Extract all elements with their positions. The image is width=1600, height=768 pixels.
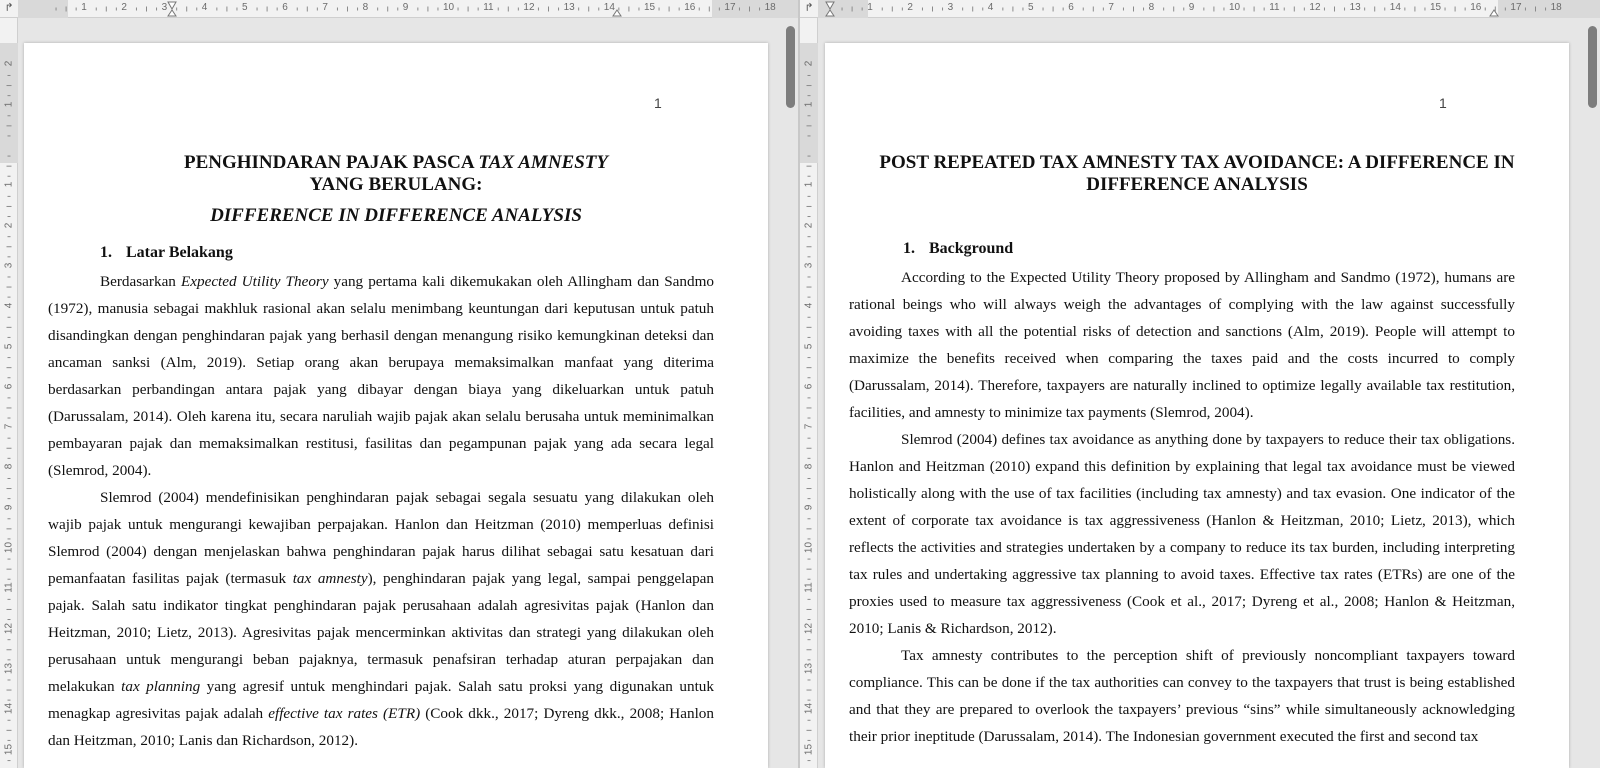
ruler-number: 5 — [1028, 2, 1034, 13]
text-run: Berdasarkan — [100, 273, 181, 290]
ruler-number: 8 — [1148, 2, 1155, 13]
document-page[interactable] — [24, 43, 768, 768]
text-run: ), penghindaran pajak yang legal, sampai penggelapan pajak. Salah satu indikator tingkat penghindaran pajak perusahaan adalah agresivitas pajak (Hanlon dan Heitzman, 2010; Lietz, 2013). Agresivitas pajak mencerminkan aktivitas dan strategi yang dilakukan oleh perusahaan untuk mengurangi beban pajaknya, termasuk penafsiran terhadap aturan perpajakan dan melakukan — [48, 570, 714, 695]
ruler-number: 2 — [803, 222, 815, 228]
tab-selector-icon[interactable]: ↱ — [804, 1, 814, 14]
ruler-number: 13 — [563, 2, 575, 13]
text-run: According to the Expected Utility Theory proposed by Allingham and Sandmo (1972), humans are rational beings who will always weigh the advantages of complying with the law against successfully avoiding taxes with all the potential risks of detection and sanctions (Alm, 2019). People will attempt to maximize the benefits received when comparing the taxes paid and the costs incurred to comply (Darussalam, 2014). Therefore, taxpayers are naturally inclined to optimize legally available tax restitution, facilities, and amnesty to minimize tax payments (Slemrod, 2004). — [849, 269, 1515, 421]
ruler-number: 7 — [803, 423, 815, 430]
ruler-number: 2 — [121, 2, 127, 13]
ruler-number: 10 — [3, 541, 15, 554]
title-line2: DIFFERENCE ANALYSIS — [1086, 174, 1308, 195]
heading-text: Latar Belakang — [126, 244, 233, 261]
ruler-number: 13 — [3, 662, 15, 674]
ruler-number: 17 — [1510, 2, 1522, 13]
hanging-indent-icon — [826, 10, 834, 16]
ruler-number: 15 — [3, 743, 15, 755]
page-number: 1 — [654, 95, 662, 111]
ruler-number: 16 — [1470, 2, 1482, 13]
ruler-number: 2 — [803, 61, 815, 67]
horizontal-ruler[interactable] — [800, 0, 1600, 18]
ruler-number: 6 — [282, 2, 288, 13]
italic-run: tax amnesty — [292, 570, 368, 587]
text-run: Tax amnesty contributes to the perception shift of previously noncompliant taxpayers toward compliance. This can be done if the tax authorities can convey to the taxpayers that trust is being established and that they are prepared to overlook the taxpayers’ previous “sins” while simultaneously acknowledging their prior ineptitude (Darussalam, 2014). The Indonesian government executed the first and second tax — [849, 647, 1515, 745]
ruler-number: 14 — [3, 703, 15, 715]
right-indent-icon — [1490, 10, 1498, 16]
ruler-number: 1 — [3, 182, 15, 188]
ruler-number: 16 — [684, 2, 696, 13]
heading-number: 1. — [903, 240, 915, 257]
ruler-number: 13 — [1349, 2, 1361, 13]
title-line1: POST REPEATED TAX AMNESTY TAX AVOIDANCE: A DIFFERENCE IN — [879, 152, 1515, 173]
ruler-number: 2 — [907, 2, 913, 13]
ruler-number: 17 — [724, 2, 736, 13]
indent-markers[interactable] — [0, 0, 798, 18]
ruler-number: 12 — [3, 622, 15, 634]
scrollbar-thumb[interactable] — [1588, 26, 1597, 108]
ruler-number: 7 — [322, 2, 328, 13]
ruler-number: 3 — [947, 2, 954, 13]
heading-text: Background — [929, 240, 1014, 257]
ruler-number: 11 — [803, 582, 815, 593]
ruler-number: 7 — [1108, 2, 1114, 13]
ruler-number: 12 — [523, 2, 535, 13]
ruler-number: 6 — [1068, 2, 1074, 13]
title-line2: YANG BERULANG: — [309, 174, 483, 195]
body-text[interactable] — [849, 264, 1515, 750]
text-run: (Cook dkk., 2017; Dyreng dkk., 2008; Hanlon dan Heitzman, 2010; Lanis dan Richardson, 2012). — [48, 705, 714, 749]
horizontal-ruler[interactable] — [0, 0, 798, 18]
page-gap — [19, 18, 779, 43]
paragraph[interactable] — [48, 268, 714, 484]
title-line1-italic: TAX AMNESTY — [478, 152, 609, 173]
text-run: Slemrod (2004) defines tax avoidance as anything done by taxpayers to reduce their tax obligations. Hanlon and Heitzman (2010) expand this definition by explaining that legal tax avoidance must be viewed holistically along with the use of tax facilities (including tax amnesty) and tax evasion. One indicator of the extent of corporate tax avoidance is tax aggressiveness (Hanlon & Heitzman, 2010; Lietz, 2013), which reflects the activities and strategies undertaken by a company to reduce its tax burden, including interpreting tax rules and undertaking aggressive tax planning to avoid taxes. Effective tax rates (ETRs) are one of the proxies used to measure tax aggressiveness (Cook et al., 2017; Dyreng et al., 2008; Hanlon & Heitzman, 2010; Lanis & Richardson, 2012). — [849, 431, 1515, 637]
ruler-number: 1 — [803, 101, 815, 107]
ruler-number: 18 — [1550, 2, 1562, 13]
ruler-number: 6 — [803, 383, 815, 390]
ruler-number: 4 — [987, 2, 994, 13]
ruler-number: 10 — [443, 2, 455, 13]
ruler-number: 11 — [3, 582, 15, 593]
page-number: 1 — [1439, 95, 1447, 111]
left-document-pane[interactable] — [0, 0, 798, 768]
right-document-pane[interactable] — [800, 0, 1600, 768]
ruler-number: 12 — [1309, 2, 1321, 13]
ruler-number: 1 — [867, 2, 873, 13]
text-run: yang agresif untuk menghindari pajak. Salah satu proksi yang digunakan untuk menagkap agresivitas pajak adalah — [48, 678, 714, 722]
italic-run: effective tax rates (ETR) — [268, 705, 421, 722]
ruler-number: 9 — [3, 504, 15, 510]
heading-number: 1. — [100, 244, 112, 261]
paragraph[interactable] — [849, 426, 1515, 642]
scrollbar-thumb[interactable] — [786, 26, 795, 108]
ruler-number: 5 — [3, 343, 15, 349]
ruler-number: 8 — [3, 464, 15, 470]
ruler-number: 14 — [803, 703, 815, 715]
ruler-number: 10 — [803, 541, 815, 554]
ruler-number: 11 — [1269, 2, 1280, 13]
ruler-number: 15 — [1430, 2, 1442, 13]
ruler-number: 14 — [603, 2, 615, 13]
body-text[interactable] — [48, 268, 714, 754]
ruler-number: 15 — [644, 2, 656, 13]
paragraph[interactable] — [48, 484, 714, 754]
right-indent-icon — [613, 10, 621, 16]
section-heading — [100, 244, 233, 262]
ruler-number: 7 — [3, 423, 15, 430]
ruler-number: 2 — [3, 222, 15, 228]
ruler-number: 8 — [803, 464, 815, 470]
paragraph[interactable] — [849, 264, 1515, 426]
ruler-number: 1 — [3, 101, 15, 107]
ruler-number: 1 — [81, 2, 87, 13]
ruler-number: 10 — [1229, 2, 1241, 13]
title-line1-plain: PENGHINDARAN PAJAK PASCA — [183, 152, 479, 173]
ruler-number: 11 — [483, 2, 494, 13]
ruler-number: 4 — [201, 2, 208, 13]
ruler-number: 3 — [803, 262, 815, 269]
ruler-number: 12 — [803, 622, 815, 634]
ruler-number: 13 — [803, 662, 815, 674]
ruler-number: 9 — [1188, 2, 1195, 13]
section-heading — [903, 240, 1013, 258]
ruler-number: 5 — [242, 2, 248, 13]
ruler-number: 15 — [803, 743, 815, 755]
document-title — [825, 152, 1569, 196]
paragraph[interactable] — [849, 642, 1515, 750]
ruler-number: 1 — [803, 182, 815, 188]
ruler-number: 18 — [764, 2, 776, 13]
document-page[interactable] — [825, 43, 1569, 768]
hanging-indent-icon — [168, 10, 176, 16]
text-run: yang pertama kali dikemukakan oleh Allingham dan Sandmo (1972), manusia sebagai makhluk rasional akan selalu menimbang keuntungan dari keputusan untuk patuh disandingkan dengan penghindaran pajak yang berhasil dengan menangung risiko kemungkinan deteksi dan ancaman sanksi (Alm, 2019). Setiap orang akan berupaya memaksimalkan manfaat yang diterima berdasarkan perbandingan antara pajak yang dibayar dengan biaya yang dikeluarkan untuk patuh (Darussalam, 2014). Oleh karena itu, secara naruliah wajib pajak akan selalu berusaha untuk meminimalkan pembayaran pajak dan memaksimalkan restitusi, fasilitas dan pegampunan pajak yang ada secara legal (Slemrod, 2004). — [48, 273, 714, 479]
italic-run: Expected Utility Theory — [180, 273, 329, 290]
text-run: Slemrod (2004) mendefinisikan penghindaran pajak sebagai segala sesuatu yang dilakukan oleh wajib pajak untuk mengurangi kewajiban perpajakan. Hanlon dan Heitzman (2010) memperluas definisi Slemrod (2004) dengan menjelaskan bahwa penghindaran pajak harus dilihat sebagai satu kesatuan dari pemanfaatan fasilitas pajak (termasuk — [48, 489, 714, 587]
first-line-indent-icon — [168, 2, 176, 9]
italic-run: tax planning — [121, 678, 201, 695]
ruler-number: 5 — [803, 343, 815, 349]
page-gap — [819, 18, 1579, 43]
ruler-number: 6 — [3, 383, 15, 390]
indent-markers[interactable] — [800, 0, 1600, 18]
vertical-ruler[interactable] — [800, 18, 818, 768]
ruler-number: 3 — [3, 262, 15, 269]
ruler-number: 14 — [1389, 2, 1401, 13]
ruler-number: 9 — [402, 2, 409, 13]
tab-selector-icon[interactable]: ↱ — [4, 1, 14, 14]
ruler-number: 9 — [803, 504, 815, 510]
document-title — [24, 152, 768, 196]
vertical-ruler[interactable] — [0, 18, 18, 768]
first-line-indent-icon — [826, 2, 834, 9]
document-subtitle: DIFFERENCE IN DIFFERENCE ANALYSIS — [210, 205, 582, 226]
ruler-number: 4 — [803, 302, 815, 309]
ruler-number: 3 — [161, 2, 168, 13]
ruler-number: 8 — [362, 2, 369, 13]
ruler-number: 2 — [3, 61, 15, 67]
ruler-number: 4 — [3, 302, 15, 309]
